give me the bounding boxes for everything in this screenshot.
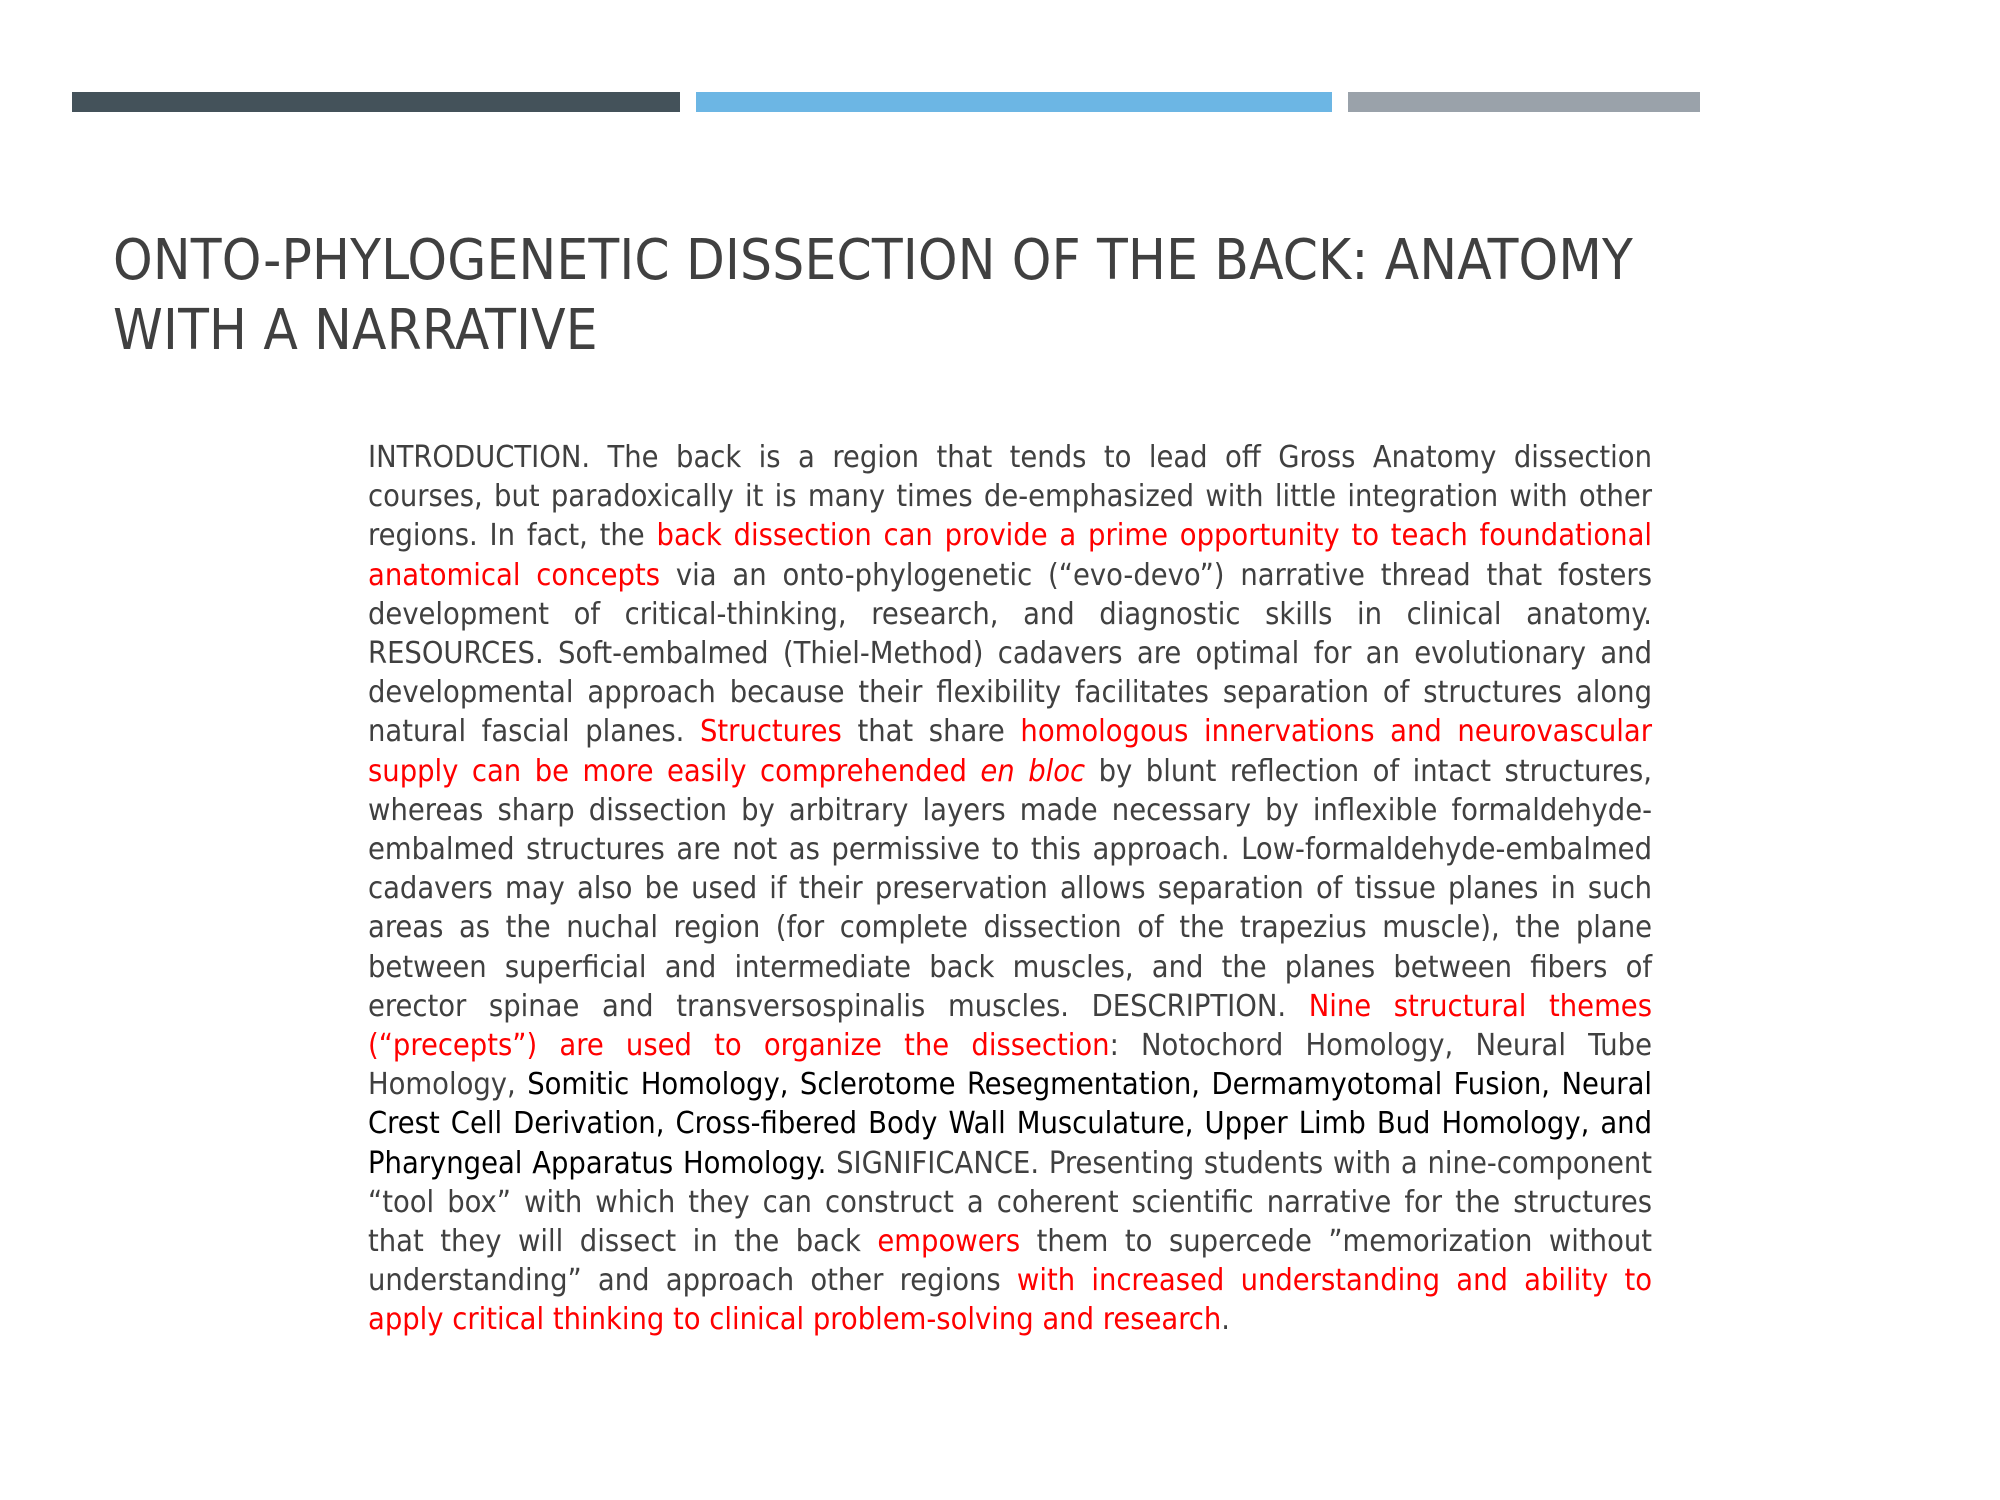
slide-title-line-2: WITH A NARRATIVE [113,298,598,364]
abstract-run-3-2: them to supercede ”memorization without understanding” and approach other regions [368,1224,1652,1299]
abstract-run-1-0: RESOURCES. Soft-embalmed (Thiel-Method) cadavers are optimal for an evolutionary and developmental approach because their flexibility facilitates separation of structures along natural fascial planes. [368,636,1652,750]
slide-title-line-1: ONTO-PHYLOGENETIC DISSECTION OF THE BACK: ANATOMY [113,227,1634,293]
abstract-run-3-1: empowers [877,1224,1021,1260]
abstract-run-3-0: SIGNIFICANCE. Presenting students with a nine-component “tool box” with which they can construct a coherent scientific narrative for the structures that they will dissect in the back [368,1145,1652,1260]
abstract-run-1-5: by blunt reflection of intact structures, whereas sharp dissection by arbitrary layers made necessary by inflexible formaldehyde-embalmed structures are not as permissive to this approach. Low-formaldehyde-embalmed cadavers may also be used if their preservation allows separation of tissue planes in such areas as the nuchal region (for complete dissection of the trapezius muscle), the plane between superficial and intermediate back muscles, and the planes between fibers of erector spinae and transversospinalis muscles. [368,753,1652,1024]
abstract-run-2-3: Somitic Homology, Sclerotome Resegmentation, Dermamyotomal Fusion, Neural Crest Cell Derivation, Cross-fibered Body Wall Musculature, Upper Limb Bud Homology, and Pharyngeal Apparatus Homology. [368,1067,1653,1181]
abstract-paragraph [368,438,1652,1340]
abstract-body [368,438,1652,1340]
accent-bar-blue [696,92,1332,112]
abstract-run-1-2: that share [841,714,1021,750]
abstract-run-3-3: with increased understanding and ability to apply critical thinking to clinical problem-solving and research [368,1263,1652,1338]
accent-bar-dark [72,92,680,112]
abstract-run-1-1: Structures [699,714,842,750]
abstract-run-2-2: : Notochord Homology, Neural Tube Homology, [368,1028,1652,1103]
abstract-run-2-1: Nine structural themes (“precepts”) are used to organize the dissection [368,988,1652,1064]
abstract-run-1-4: en bloc [980,753,1086,789]
abstract-run-0-0: INTRODUCTION. The back is a region that tends to lead off Gross Anatomy dissection courses, but paradoxically it is many times de-emphasized with little integration with other regions. In fact, the [368,440,1652,554]
abstract-run-0-1: back dissection can provide a prime opportunity to teach foundational anatomical concepts [368,518,1653,593]
abstract-run-3-4: . [1221,1302,1231,1338]
abstract-run-1-3: homologous innervations and neurovascular supply can be more easily comprehended [368,714,1652,789]
header-accent-rule [0,92,2000,112]
abstract-run-0-2: via an onto-phylogenetic (“evo-devo”) narrative thread that fosters development of critical-thinking, research, and diagnostic skills in clinical anatomy. [368,557,1652,632]
accent-bar-gray [1348,92,1700,112]
abstract-run-2-0: DESCRIPTION. [1091,988,1309,1024]
abstract-text-runs [368,440,1652,1337]
slide-title [113,226,1873,367]
